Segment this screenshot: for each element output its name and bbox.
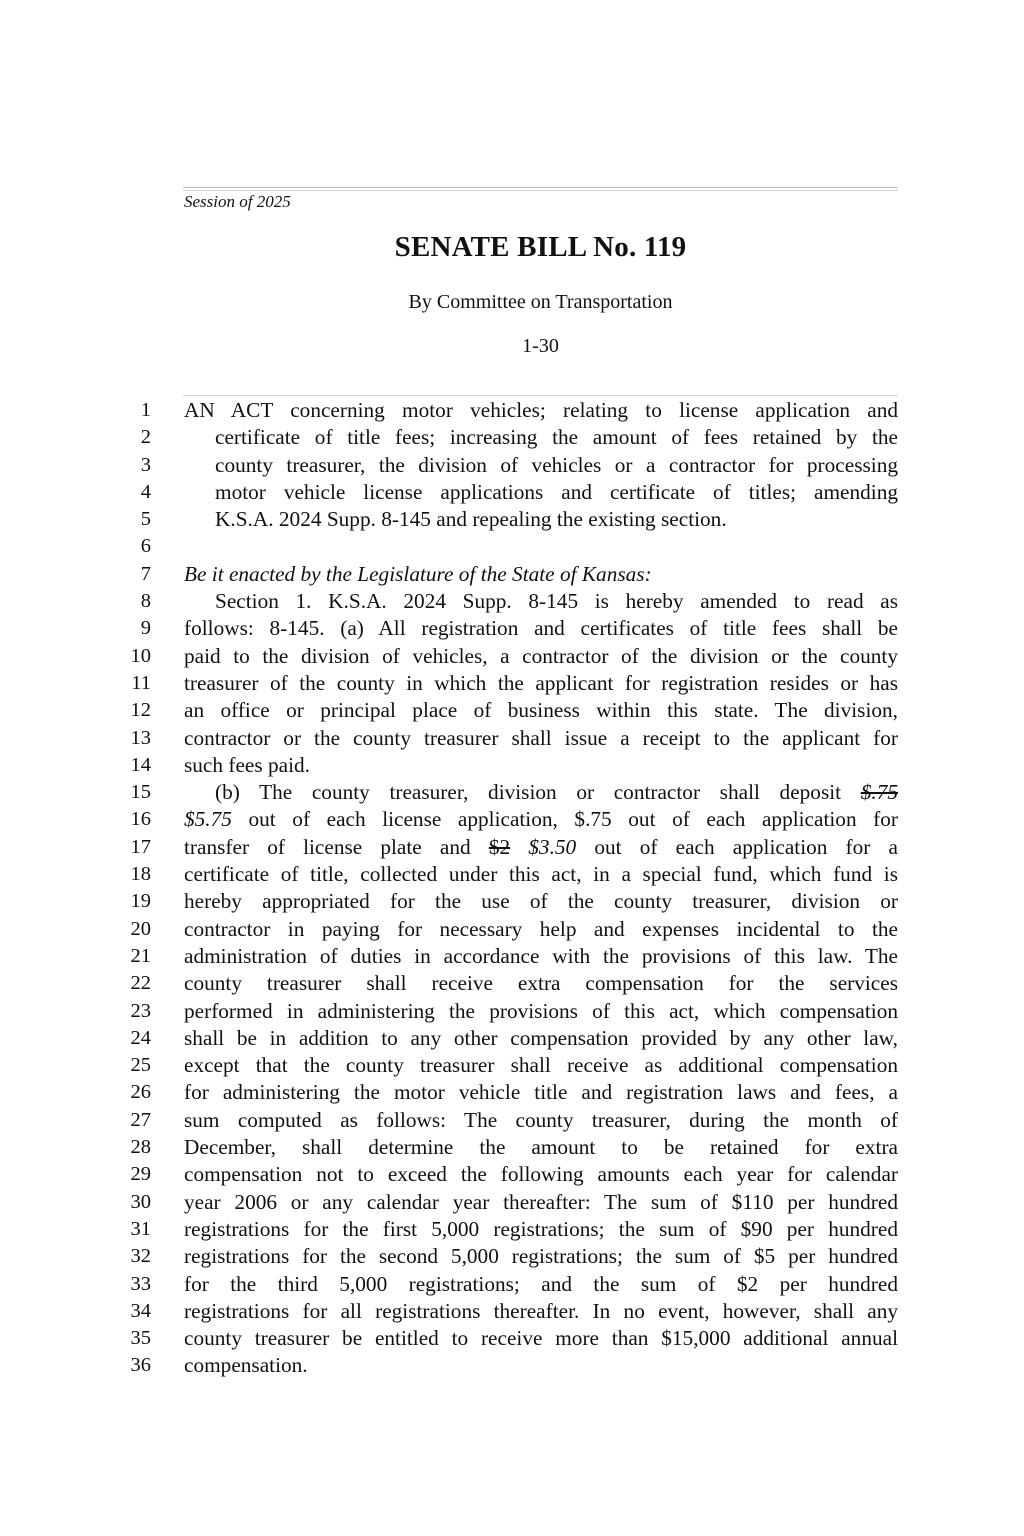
bill-line (0, 1243, 1024, 1270)
line-text (215, 479, 898, 506)
line-number: 18 (130, 863, 151, 886)
line-number: 2 (140, 426, 151, 449)
text-segment: transfer of license plate and (184, 834, 489, 859)
bill-line (0, 1134, 1024, 1161)
line-number: 3 (140, 453, 151, 476)
line-text (184, 1161, 898, 1188)
bill-line (0, 506, 1024, 533)
line-number: 36 (130, 1354, 151, 1377)
line-number: 34 (130, 1299, 151, 1322)
struck-text: $.75 (860, 780, 898, 805)
line-number: 16 (130, 808, 151, 831)
line-number: 1 (140, 399, 151, 421)
bill-line (0, 943, 1024, 970)
line-text (215, 588, 898, 615)
bill-title: SENATE BILL No. 119 (394, 231, 687, 263)
bill-line (0, 615, 1024, 642)
text-segment: registrations for the second 5,000 registrations; the sum of $5 per hundred (184, 1244, 898, 1269)
bill-line (0, 1216, 1024, 1243)
line-number: 30 (130, 1190, 151, 1213)
text-segment: performed in administering the provisions of this act, which compensation (184, 998, 898, 1023)
bill-date: 1-30 (522, 335, 559, 357)
text-segment: contractor in paying for necessary help and expenses incidental to the (184, 916, 898, 941)
text-segment: registrations for all registrations thereafter. In no event, however, shall any (184, 1298, 898, 1323)
text-segment: county treasurer be entitled to receive more than $15,000 additional annual (184, 1326, 898, 1351)
text-segment: K.S.A. 2024 Supp. 8-145 and repealing the existing section. (215, 507, 727, 532)
line-text (184, 1052, 898, 1079)
bill-line (0, 643, 1024, 670)
line-number: 22 (130, 972, 151, 995)
text-segment: certificate of title fees; increasing the amount of fees retained by the (215, 425, 898, 450)
line-number: 31 (130, 1217, 151, 1240)
text-segment: contractor or the county treasurer shall issue a receipt to the applicant for (184, 725, 898, 750)
line-number: 19 (130, 890, 151, 913)
line-number: 23 (130, 999, 151, 1022)
bill-line (0, 779, 1024, 806)
line-number: 26 (130, 1081, 151, 1104)
line-text (215, 424, 898, 451)
text-segment: motor vehicle license applications and certificate of titles; amending (215, 479, 898, 504)
line-text (184, 1189, 898, 1216)
text-segment: certificate of title, collected under this act, in a special fund, which fund is (184, 862, 898, 887)
bill-line (0, 533, 1024, 560)
line-number: 27 (130, 1108, 151, 1131)
bill-sponsor: By Committee on Transportation (408, 291, 673, 313)
text-segment: sum computed as follows: The county treasurer, during the month of (184, 1107, 898, 1132)
inserted-text: $5.75 (184, 807, 232, 832)
line-number: 7 (140, 562, 151, 585)
bill-line (0, 725, 1024, 752)
line-text (184, 1216, 898, 1243)
bill-line (0, 670, 1024, 697)
line-text (184, 970, 898, 997)
line-text (184, 1271, 898, 1298)
bill-line (0, 1352, 1024, 1379)
text-segment: out of each license application, $.75 out of each application for (231, 807, 898, 832)
text-segment: administration of duties in accordance with the provisions of this law. The (184, 943, 898, 968)
text-segment: an office or principal place of business within this state. The division, (184, 698, 898, 723)
line-number: 20 (130, 917, 151, 940)
bill-line (0, 397, 1024, 424)
text-segment: compensation. (184, 1353, 308, 1378)
text-segment: county treasurer, the division of vehicles or a contractor for processing (215, 452, 898, 477)
body-divider (183, 395, 898, 396)
inserted-text: Be it enacted by the Legislature of the State of Kansas: (184, 561, 652, 586)
bill-text-body (0, 397, 1024, 1380)
bill-line (0, 1025, 1024, 1052)
line-text (184, 1325, 898, 1352)
bill-line (0, 479, 1024, 506)
line-number: 28 (130, 1136, 151, 1159)
bill-line (0, 1325, 1024, 1352)
bill-line (0, 1298, 1024, 1325)
bill-line (0, 1271, 1024, 1298)
bill-line (0, 916, 1024, 943)
line-text (184, 1134, 898, 1161)
line-text (184, 916, 898, 943)
bill-line (0, 834, 1024, 861)
line-text (184, 806, 898, 833)
bill-line (0, 1189, 1024, 1216)
text-segment: for administering the motor vehicle title and registration laws and fees, a (184, 1080, 898, 1105)
text-segment: shall be in addition to any other compensation provided by any other law, (184, 1025, 898, 1050)
line-text (184, 998, 898, 1025)
line-text (184, 1025, 898, 1052)
text-segment: except that the county treasurer shall receive as additional compensation (184, 1053, 898, 1078)
text-segment: such fees paid. (184, 752, 310, 777)
text-segment: county treasurer shall receive extra compensation for the services (184, 971, 898, 996)
text-segment: paid to the division of vehicles, a contractor of the division or the county (184, 643, 898, 668)
line-number: 15 (130, 781, 151, 804)
bill-line (0, 998, 1024, 1025)
bill-line (0, 1107, 1024, 1134)
bill-line (0, 424, 1024, 451)
bill-line (0, 970, 1024, 997)
line-number: 5 (140, 508, 151, 531)
line-number: 32 (130, 1245, 151, 1268)
line-number: 33 (130, 1272, 151, 1295)
text-segment: treasurer of the county in which the applicant for registration resides or has (184, 670, 898, 695)
line-number: 10 (130, 644, 151, 667)
line-number: 11 (131, 671, 151, 694)
struck-text: $2 (488, 834, 511, 859)
text-segment: (b) The county treasurer, division or contractor shall deposit (215, 780, 861, 805)
line-number: 24 (130, 1026, 151, 1049)
line-text (184, 670, 898, 697)
inserted-text: $3.50 (528, 834, 577, 859)
line-text (184, 943, 898, 970)
bill-line (0, 561, 1024, 588)
line-text (184, 1352, 898, 1379)
bill-line (0, 697, 1024, 724)
line-number: 21 (130, 944, 151, 967)
line-text (184, 1107, 898, 1134)
line-number: 29 (130, 1163, 151, 1186)
line-text (184, 1298, 898, 1325)
line-number: 13 (130, 726, 151, 749)
line-number: 8 (140, 590, 151, 613)
line-text (184, 725, 898, 752)
text-segment: Section 1. K.S.A. 2024 Supp. 8-145 is hereby amended to read as (215, 589, 898, 614)
bill-line (0, 752, 1024, 779)
session-label: Session of 2025 (184, 192, 291, 211)
line-text (184, 752, 898, 779)
text-segment: AN ACT concerning motor vehicles; relating to license application and (184, 398, 898, 422)
text-segment: year 2006 or any calendar year thereafter: The sum of $110 per hundred (184, 1189, 898, 1214)
line-text (184, 697, 898, 724)
line-text (184, 1079, 898, 1106)
bill-line (0, 806, 1024, 833)
text-segment: hereby appropriated for the use of the county treasurer, division or (184, 889, 898, 914)
bill-line (0, 861, 1024, 888)
line-number: 12 (130, 699, 151, 722)
text-segment: compensation not to exceed the following amounts each year for calendar (184, 1162, 898, 1187)
bill-line (0, 1052, 1024, 1079)
line-number: 14 (130, 753, 151, 776)
bill-line (0, 588, 1024, 615)
line-number: 17 (130, 835, 151, 858)
line-number: 6 (140, 535, 151, 558)
line-text (184, 615, 898, 642)
text-segment: follows: 8-145. (a) All registration and certificates of title fees shall be (184, 616, 898, 641)
line-text (184, 397, 898, 424)
line-number: 4 (140, 480, 151, 503)
bill-line (0, 1161, 1024, 1188)
line-text (215, 779, 898, 806)
line-text (184, 834, 898, 861)
bill-line (0, 1079, 1024, 1106)
text-segment: for the third 5,000 registrations; and the sum of $2 per hundred (184, 1271, 898, 1296)
text-segment (510, 835, 528, 859)
text-segment: registrations for the first 5,000 registrations; the sum of $90 per hundred (184, 1216, 898, 1241)
line-text (184, 1243, 898, 1270)
line-text (215, 452, 898, 479)
line-text (184, 888, 898, 915)
line-number: 35 (130, 1327, 151, 1350)
line-text (184, 561, 898, 588)
line-number: 25 (130, 1054, 151, 1077)
text-segment: December, shall determine the amount to be retained for extra (184, 1135, 898, 1160)
bill-line (0, 888, 1024, 915)
line-text (184, 861, 898, 888)
line-text (184, 643, 898, 670)
bill-line (0, 452, 1024, 479)
text-segment: out of each application for a (576, 834, 898, 859)
header-rule-top (183, 187, 898, 188)
line-text (215, 506, 898, 533)
line-number: 9 (140, 617, 151, 640)
